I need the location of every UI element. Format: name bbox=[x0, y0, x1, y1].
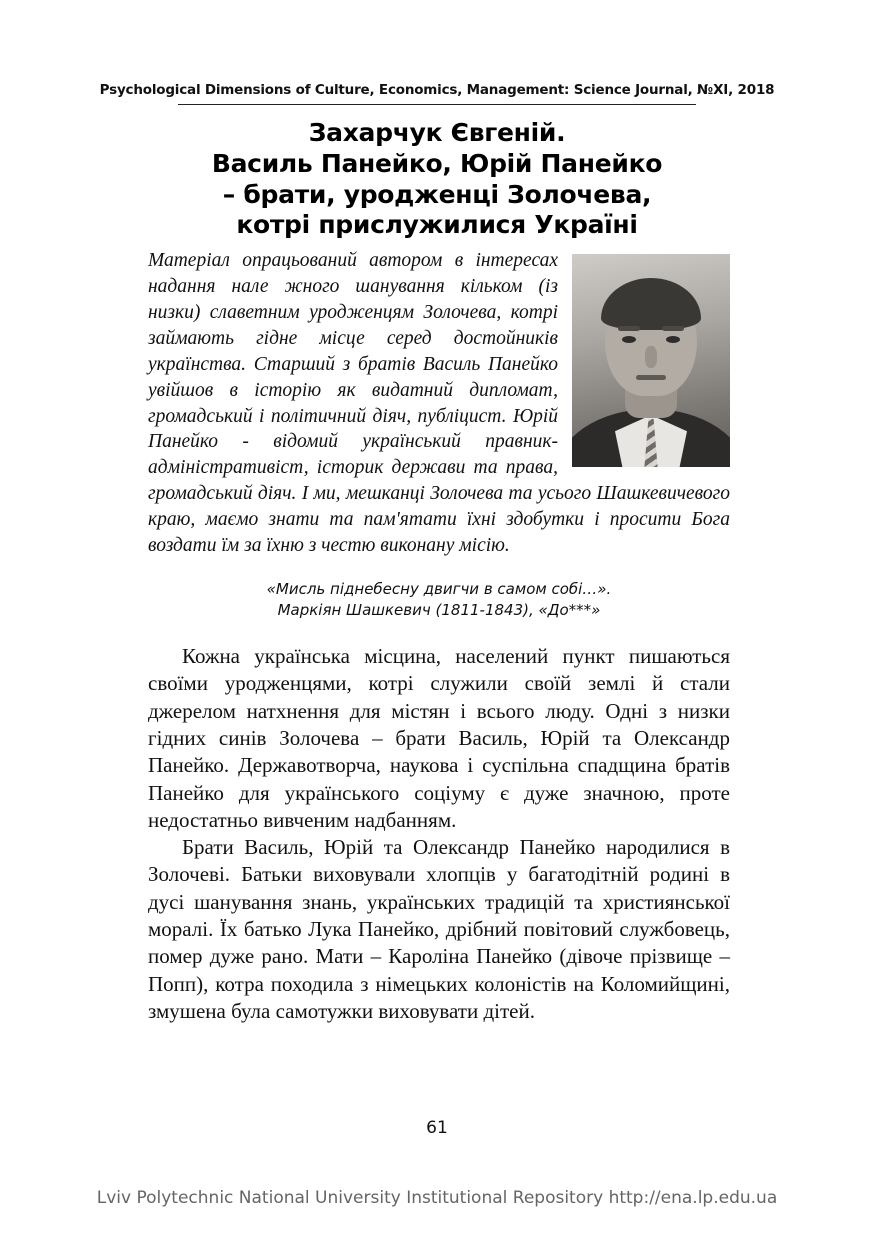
portrait-nose bbox=[645, 346, 657, 368]
epigraph-quote: «Мисль піднебесну двигчи в самом собі…». bbox=[266, 580, 612, 599]
repository-footer: Lviv Polytechnic National University Institutional Repository http://ena.lp.edu.ua bbox=[96, 1188, 778, 1208]
portrait-brow-right bbox=[662, 326, 684, 331]
page-number: 61 bbox=[426, 1118, 448, 1138]
portrait-mouth bbox=[636, 375, 666, 380]
title-line-3: – брати, уродженці Золочева, bbox=[222, 179, 652, 209]
portrait-eye-left bbox=[622, 336, 636, 343]
body-paragraph: Кожна українська місцина, населений пункт пишаються своїми уродженцями, котрі служили своїй землі й стали джерелом натхнення для містян і всього люду. Одні з низки гідних синів Золочева – брати Василь, Юрій та Олександр Панейко. Державотворча, наукова і суспільна спадщина братів Панейко для українського соціуму є дуже значною, проте недостатньо вивченим надбанням. bbox=[148, 644, 730, 832]
title-line-4: котрі прислужилися Україні bbox=[236, 210, 638, 240]
author-portrait-photo bbox=[572, 254, 730, 467]
portrait-brow-left bbox=[618, 326, 640, 331]
title-line-1: Захарчук Євгеній. bbox=[308, 118, 566, 147]
running-head: Psychological Dimensions of Culture, Economics, Management: Science Journal, №XI, 2018 bbox=[99, 82, 775, 98]
body-text bbox=[148, 643, 730, 1025]
abstract-block bbox=[148, 248, 730, 559]
body-paragraph: Брати Василь, Юрій та Олександр Панейко народилися в Золочеві. Батьки виховували хлопців у багатодітній родині в дусі шанування знань, українських традицій та християнської моралі. Їх батько Лука Панейко, дрібний повітовий службовець, помер дуже рано. Мати – Кароліна Панейко (дівоче прізвище – Попп), котра походила з німецьких колоністів на Коломийщині, змушена була самотужки виховувати дітей. bbox=[148, 835, 730, 1023]
epigraph-block bbox=[148, 579, 730, 621]
title-line-2: Василь Панейко, Юрій Панейко bbox=[211, 148, 663, 178]
article-title bbox=[120, 118, 754, 241]
running-head-underline bbox=[178, 104, 696, 105]
portrait-eye-right bbox=[666, 336, 680, 343]
abstract-text: Матеріал опрацьований автором в інтересах надання нале жного шанування кільком (із низки) славетним уродженцям Золочева, котрі займають гідне місце серед достойників українства. Старший з братів Василь Панейко увійшов в історію як видатний дипломат, громадський і політичний діяч, публіцист. Юрій Панейко - відомий український правник-адміністративіст, історик держави та права, громадський діяч. І ми, мешканці Золочева та усього Шашкевичевого краю, маємо знати та пам'ятати їхні здобутки і просити Бога воздати їм за їхню з честю виконану місію. bbox=[148, 250, 730, 557]
article-content bbox=[148, 248, 730, 1025]
epigraph-attribution: Маркіян Шашкевич (1811-1843), «До***» bbox=[277, 601, 601, 620]
